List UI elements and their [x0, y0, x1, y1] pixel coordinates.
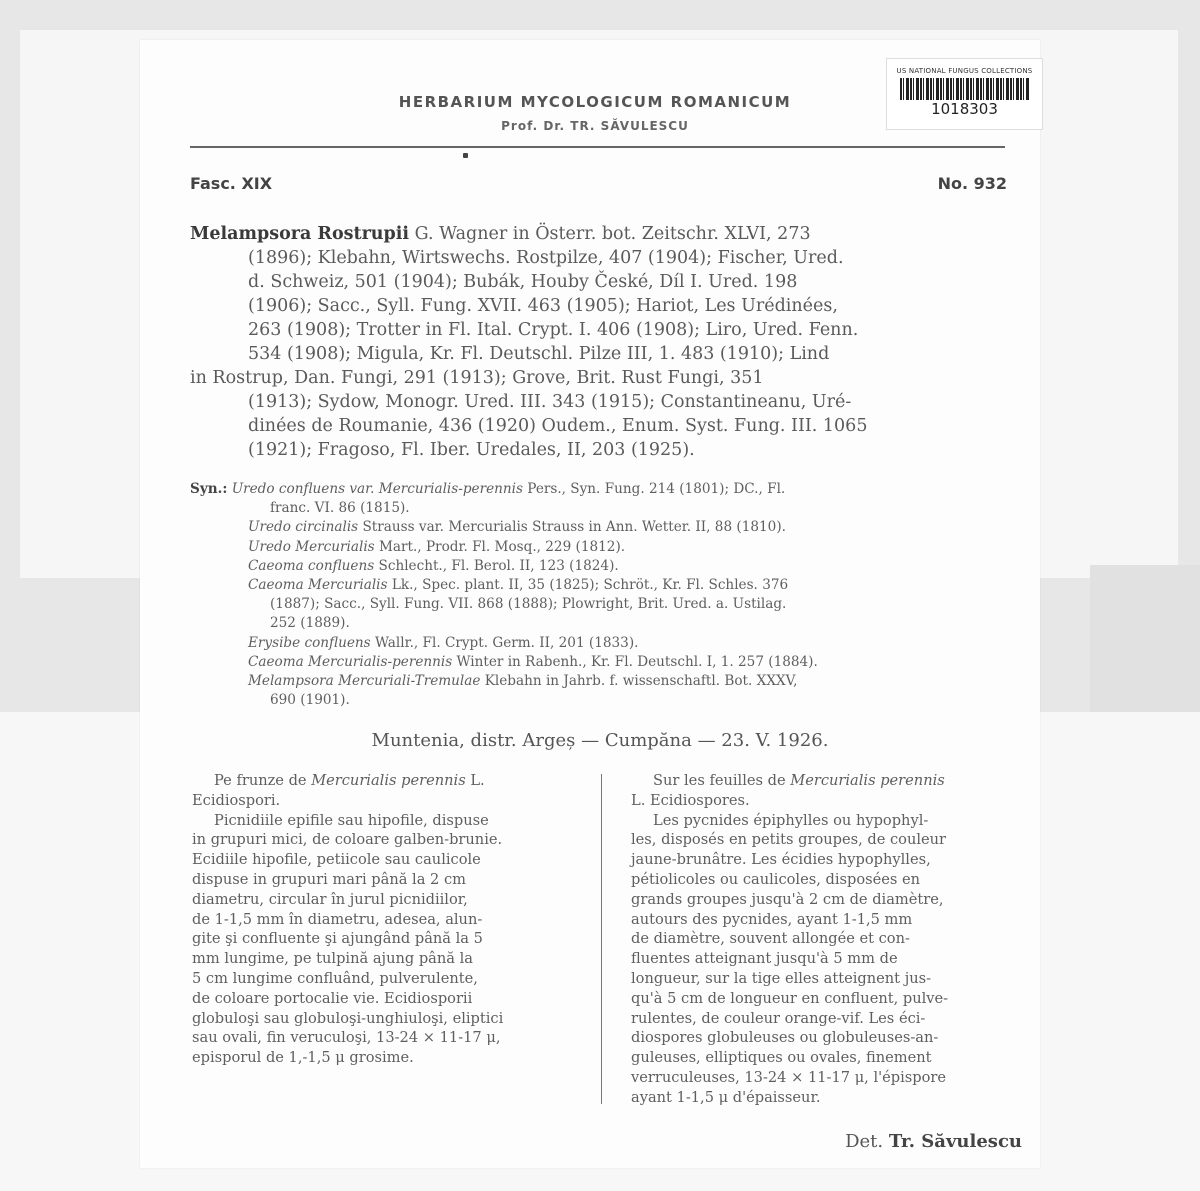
citation-line: in Rostrup, Dan. Fungi, 291 (1913); Grove, Brit. Rust Fungi, 351 [190, 368, 764, 388]
header-rule [190, 146, 1005, 148]
description-line: in grupuri mici, de coloare galben-brunie. [192, 831, 503, 849]
synonym-citation: franc. VI. 86 (1815). [270, 500, 410, 517]
description-line: globuloşi sau globuloşi-unghiuloşi, eliptici [192, 1009, 504, 1027]
specimen-number: No. 932 [937, 174, 1007, 193]
description-line: rulentes, de couleur orange-vif. Les éci- [631, 1009, 926, 1027]
synonym-name: Caeoma confluens [248, 557, 375, 574]
synonym-citation: 690 (1901). [270, 692, 350, 709]
herbarium-subtitle: Prof. Dr. TR. SĂVULESCU [501, 119, 689, 133]
background-gray-strip [1090, 565, 1200, 712]
description-line: gite şi confluente şi ajungând până la 5 [192, 930, 483, 948]
host-name: Mercurialis perennis [790, 772, 945, 789]
description-line: dispuse in grupuri mari până la 2 cm [192, 870, 466, 888]
barcode-bars [900, 78, 1030, 100]
romanian-description [192, 771, 575, 1068]
description-line: autours des pycnides, ayant 1-1,5 mm [631, 910, 913, 928]
description-line: de diamètre, souvent allongée et con- [631, 930, 910, 948]
description-line: Ecidiile hipofile, petiicole sau caulicole [192, 851, 481, 869]
citation-line: (1896); Klebahn, Wirtswechs. Rostpilze, 407 (1904); Fischer, Ured. [248, 248, 844, 268]
collection-locality: Muntenia, distr. Argeș — Cumpăna — 23. V. 1926. [371, 730, 829, 751]
barcode-number: 1018303 [931, 100, 998, 118]
description-line: Les pycnides épiphylles ou hypophyl- [653, 811, 929, 829]
description-line: verruculeuses, 13-24 × 11-17 μ, l'épispore [631, 1068, 947, 1086]
synonym-citation: Lk., Spec. plant. II, 35 (1825); Schröt., Kr. Fl. Schles. 376 [387, 577, 789, 594]
description-line: qu'à 5 cm de longueur en confluent, pulve- [631, 989, 949, 1007]
citation-line: (1906); Sacc., Syll. Fung. XVII. 463 (1905); Hariot, Les Urédinées, [248, 296, 838, 316]
description-line: diametru, circular în jurul picnidiilor, [192, 890, 468, 908]
citation-line: 263 (1908); Trotter in Fl. Ital. Crypt. I. 406 (1908); Liro, Ured. Fenn. [248, 320, 859, 340]
species-name: Melampsora Rostrupii [190, 224, 410, 244]
description-line: de coloare portocalie vie. Ecidiosporii [192, 989, 473, 1007]
synonym-citation: 252 (1889). [270, 615, 350, 632]
host-suffix: L. [465, 772, 485, 789]
synonym-citation: Mart., Prodr. Fl. Mosq., 229 (1812). [374, 538, 626, 555]
determiner-prefix: Det. [845, 1131, 889, 1152]
description-line: 5 cm lungime confluând, pulverulente, [192, 969, 478, 987]
header-mark [463, 153, 468, 158]
synonym-citation: Strauss var. Mercurialis Strauss in Ann. Wetter. II, 88 (1810). [358, 519, 786, 536]
fascicle-number: Fasc. XIX [190, 174, 273, 193]
citation-line: G. Wagner in Österr. bot. Zeitschr. XLVI, 273 [409, 224, 811, 244]
column-divider [601, 774, 602, 1104]
species-citation [190, 222, 1010, 462]
description-line: fluentes atteignant jusqu'à 5 mm de [631, 950, 898, 968]
synonyms-label: Syn.: [190, 481, 228, 497]
host-prefix: Sur les feuilles de [653, 772, 791, 789]
citation-line: dinées de Roumanie, 436 (1920) Oudem., Enum. Syst. Fung. III. 1065 [248, 416, 868, 436]
description-line: diospores globuleuses ou globuleuses-an- [631, 1029, 939, 1047]
description-line: mm lungime, pe tulpină ajung până la [192, 950, 473, 968]
synonyms-block [190, 480, 1020, 710]
citation-line: d. Schweiz, 501 (1904); Bubák, Houby České, Díl I. Ured. 198 [248, 272, 798, 292]
synonym-citation: Wallr., Fl. Crypt. Germ. II, 201 (1833). [370, 634, 639, 651]
description-line: Ecidiospori. [192, 791, 281, 809]
description-line: episporul de 1,-1,5 μ grosime. [192, 1049, 414, 1067]
citation-line: 534 (1908); Migula, Kr. Fl. Deutschl. Pilze III, 1. 483 (1910); Lind [248, 344, 830, 364]
host-prefix: Pe frunze de [214, 772, 312, 789]
synonym-name: Caeoma Mercurialis [248, 577, 388, 594]
synonym-citation: Klebahn in Jahrb. f. wissenschaftl. Bot. XXXV, [480, 673, 798, 690]
citation-line: (1913); Sydow, Monogr. Ured. III. 343 (1915); Constantineanu, Uré- [248, 392, 852, 412]
synonym-citation: (1887); Sacc., Syll. Fung. VII. 868 (1888); Plowright, Brit. Ured. a. Ustilag. [270, 596, 787, 613]
synonym-name: Uredo Mercurialis [248, 538, 375, 555]
synonym-name: Erysibe confluens [248, 634, 371, 651]
barcode-label [886, 58, 1043, 130]
synonym-citation: Schlecht., Fl. Berol. II, 123 (1824). [374, 557, 619, 574]
description-line: longueur, sur la tige elles atteignent jus- [631, 969, 932, 987]
synonym-citation: Winter in Rabenh., Kr. Fl. Deutschl. I, 1. 257 (1884). [452, 653, 818, 670]
description-line: ayant 1-1,5 μ d'épaisseur. [631, 1088, 821, 1106]
french-description [631, 771, 1021, 1108]
barcode-institution: US NATIONAL FUNGUS COLLECTIONS [896, 67, 1033, 75]
description-line: guleuses, elliptiques ou ovales, finement [631, 1049, 932, 1067]
description-line: Picnidiile epifile sau hipofile, dispuse [214, 811, 489, 829]
description-line: L. Ecidiospores. [631, 791, 750, 809]
herbarium-title: HERBARIUM MYCOLOGICUM ROMANICUM [398, 93, 792, 111]
determiner [845, 1131, 1022, 1152]
description-line: sau ovali, fin veruculoşi, 13-24 × 11-17 μ, [192, 1029, 501, 1047]
description-line: pétiolicoles ou caulicoles, disposées en [631, 870, 921, 888]
synonym-name: Uredo circinalis [248, 519, 359, 536]
synonym-name: Uredo confluens var. Mercurialis-perennis [231, 481, 523, 497]
determiner-name: Tr. Săvulescu [888, 1131, 1022, 1152]
description-line: les, disposés en petits groupes, de couleur [631, 831, 947, 849]
host-name: Mercurialis perennis [311, 772, 466, 789]
description-line: de 1-1,5 mm în diametru, adesea, alun- [192, 910, 483, 928]
description-line: jaune-brunâtre. Les écidies hypophylles, [631, 851, 931, 869]
description-line: grands groupes jusqu'à 2 cm de diamètre, [631, 890, 944, 908]
synonym-citation: Pers., Syn. Fung. 214 (1801); DC., Fl. [522, 481, 786, 497]
synonym-name: Melampsora Mercuriali-Tremulae [248, 673, 481, 690]
synonym-name: Caeoma Mercurialis-perennis [248, 653, 453, 670]
citation-line: (1921); Fragoso, Fl. Iber. Uredales, II, 203 (1925). [248, 440, 695, 460]
